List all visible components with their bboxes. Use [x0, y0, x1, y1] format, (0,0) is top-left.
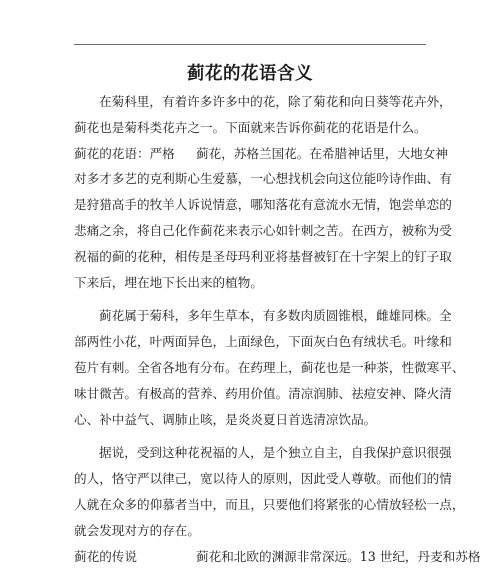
- meaning-term: 蓟花的花语：严格: [74, 145, 175, 161]
- text-line: 对多才多艺的克利斯心生爱慕，一心想找机会向这位能吟诗作曲、有: [74, 171, 452, 187]
- paragraph-blessing: [74, 440, 465, 543]
- text-line: 人就在众多的仰慕者当中，而且，只要他们将紧张的心情放轻松一点，: [74, 496, 465, 512]
- text-line: 的人，恪守严以律己，宽以待人的原则，因此受人尊敬。而他们的情: [74, 471, 452, 487]
- text-line: 在菊科里，有着许多许多中的花，除了菊花和向日葵等花卉外，: [99, 94, 452, 109]
- text-line: 心、补中益气、调肺止咳，是炎炎夏日首选清凉饮品。: [74, 411, 377, 427]
- text-line: 部两性小花，叶两面异色，上面绿色，下面灰白色有绒状毛。叶缘和: [74, 334, 452, 350]
- legend-term: 蓟花的传说: [74, 548, 137, 564]
- paragraph-legend: [74, 544, 481, 569]
- page-title: 蓟花的花语含义: [187, 64, 313, 84]
- header-rule: [74, 44, 426, 45]
- text-line: 蓟花，苏格兰国花。在希腊神话里，大地女神: [196, 145, 448, 161]
- text-line: 是狩猎高手的牧羊人诉说情意，哪知落花有意流水无情，饱尝单恋的: [74, 197, 452, 213]
- text-line: 苞片有刺。全省各地有分布。在药理上，蓟花也是一种茶，性微寒平、: [74, 359, 465, 375]
- article-body: [74, 89, 481, 569]
- paragraph-intro: [74, 89, 452, 141]
- text-line: 就会发现对方的存在。: [74, 522, 200, 538]
- text-line: 下来后，埋在地下长出来的植物。: [74, 274, 263, 290]
- text-line: 据说，受到这种花祝福的人，是个独立自主，自我保护意识很强: [99, 445, 452, 461]
- text-line: 蓟花和北欧的渊源非常深远。13 世纪，丹麦和苏格: [196, 548, 481, 564]
- text-line: 蓟花也是菊科类花卉之一。下面就来告诉你蓟花的花语是什么。: [74, 119, 427, 135]
- paragraph-meaning: [74, 141, 452, 296]
- text-line: 味甘微苦。有极高的营养、药用价值。清凉润肺、祛痘安神、降火清: [74, 385, 452, 401]
- text-line: 悲痛之余，将自己化作蓟花来表示心如针刺之苦。在西方，被称为受: [74, 222, 452, 238]
- text-line: 祝福的蓟的花种，相传是圣母玛利亚将基督被钉在十字架上的钉子取: [74, 248, 452, 264]
- paragraph-botany: [74, 303, 465, 432]
- text-line: 蓟花属于菊科，多年生草本，有多数肉质圆锥根，雌雄同株。全: [99, 308, 452, 324]
